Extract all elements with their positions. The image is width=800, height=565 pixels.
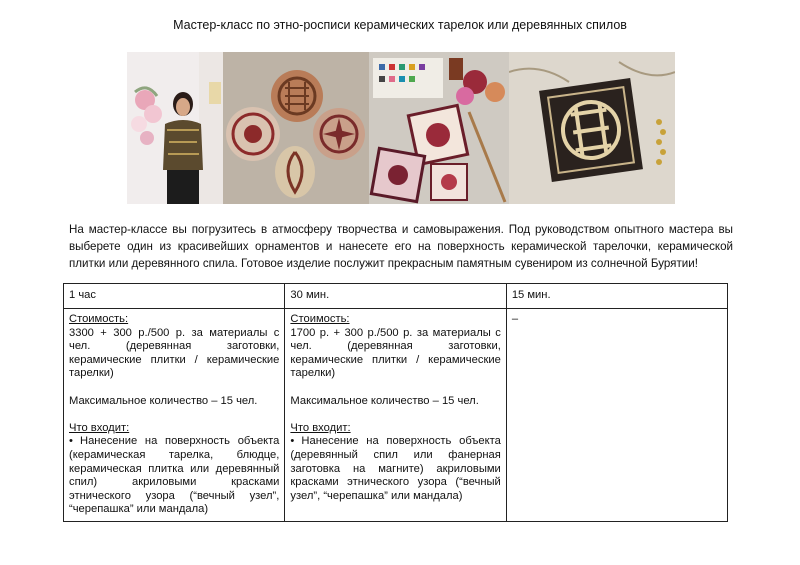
ornament-tile-photo xyxy=(509,52,675,204)
max-participants-text: Максимальное количество – 15 чел. xyxy=(290,394,479,407)
ornament-illustration xyxy=(509,52,675,204)
includes-text: Нанесение на поверхность объекта (керамическая тарелка, блюдце, керамическая плитка или деревянный спил) акриловыми красками этнического узора (“вечный узел”, “черепашка” или мандала) xyxy=(69,435,280,516)
includes-item xyxy=(69,435,279,517)
includes-label: Что входит: xyxy=(69,421,130,434)
cell-1-hour xyxy=(64,309,285,522)
painted-tiles-photo xyxy=(369,52,509,204)
cost-text: 3300 + 300 р./500 р. за материалы с чел. (деревянная заготовки, керамические плитки / керамические тарелки) xyxy=(69,326,280,380)
table-body-row xyxy=(64,309,728,522)
page-title: Мастер-класс по этно-росписи керамических тарелок или деревянных спилов xyxy=(173,18,627,32)
includes-item xyxy=(290,435,500,503)
cost-text: 1700 р. + 300 р./500 р. за материалы с чел. (деревянная заготовки, керамические плитки / керамические тарелки) xyxy=(290,326,501,380)
bullet-icon: • xyxy=(290,435,295,448)
plates-illustration xyxy=(223,52,369,204)
header-30-min: 30 мин. xyxy=(285,284,506,309)
description-paragraph: На мастер-классе вы погрузитесь в атмосферу творчества и самовыражения. Под руководством опытного мастера вы выберете один из красивейших орнаментов и нанесете его на поверхность керамической тарелочки, керамической плитки или деревянного спила. Готовое изделие послужит прекрасным памятным сувениром из солнечной Бурятии! xyxy=(69,223,733,270)
instructor-photo xyxy=(127,52,223,204)
includes-text: Нанесение на поверхность объекта (деревянный спил или фанерная заготовка на магните) акриловыми красками этнического узора (“вечный узел”, “черепашка” или мандала) xyxy=(290,435,501,502)
cell-15-min: – xyxy=(506,309,727,522)
max-participants-text: Максимальное количество – 15 чел. xyxy=(69,394,258,407)
cost-label: Стоимость: xyxy=(69,313,129,325)
photo-strip xyxy=(127,52,675,204)
schedule-table xyxy=(63,283,728,522)
bullet-icon: • xyxy=(69,435,73,448)
table-header-row xyxy=(64,284,728,309)
painted-plates-photo xyxy=(223,52,369,204)
includes-label: Что входит: xyxy=(290,421,351,434)
header-1-hour: 1 час xyxy=(64,284,285,309)
instructor-illustration xyxy=(127,52,223,204)
header-15-min: 15 мин. xyxy=(506,284,727,309)
cell-30-min xyxy=(285,309,506,522)
tiles-illustration xyxy=(369,52,509,204)
cost-label: Стоимость: xyxy=(290,313,350,325)
